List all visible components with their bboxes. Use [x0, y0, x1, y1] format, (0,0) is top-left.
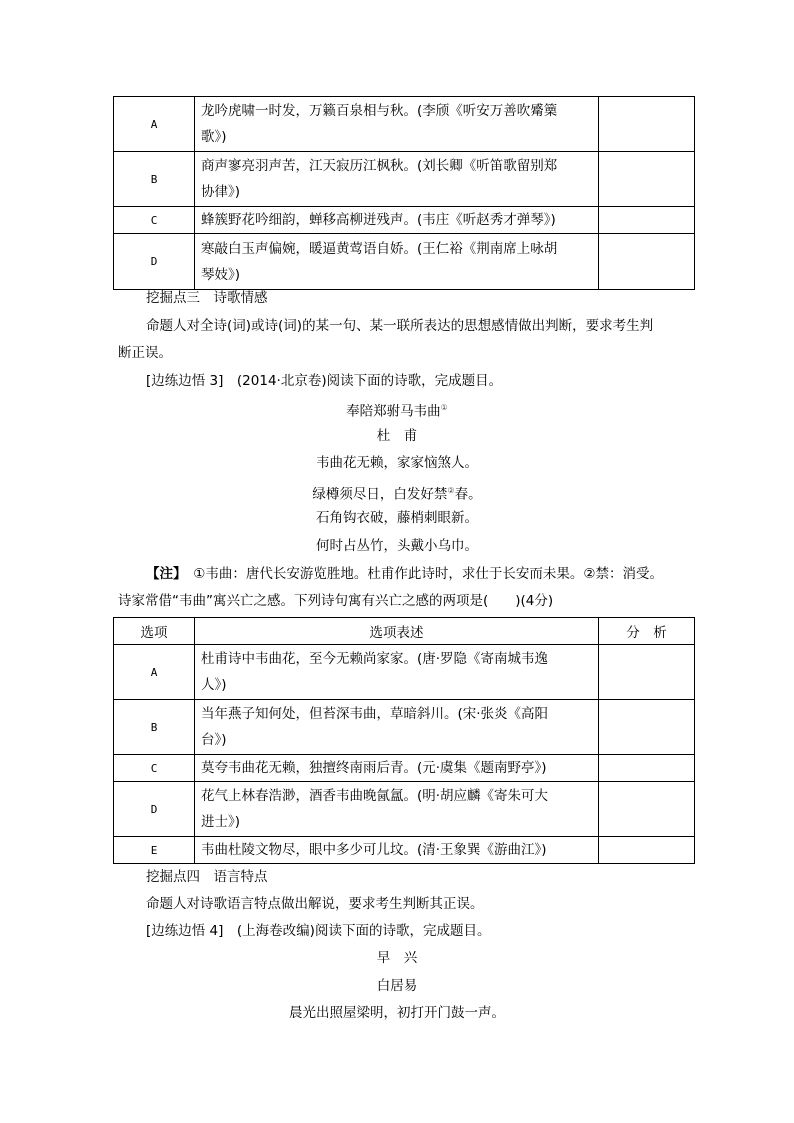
poem-line: 韦曲花无赖，家家恼煞人。 [316, 455, 478, 471]
analysis-cell [599, 837, 695, 864]
section-description-cont: 断正误。 [118, 345, 172, 361]
option-label: D [114, 782, 195, 837]
section-heading: 挖掘点四 语言特点 [146, 869, 268, 885]
column-header: 选项表述 [195, 618, 599, 645]
table-row [114, 97, 695, 152]
table-row [114, 234, 695, 290]
option-label: A [114, 645, 195, 700]
option-label: E [114, 837, 195, 864]
option-text: 商声寥亮羽声苦，江天寂历江枫秋。(刘长卿《听笛歌留别郑 协律》) [195, 152, 599, 207]
analysis-cell [599, 755, 695, 782]
poem-title: 奉陪郑驸马韦曲① [346, 403, 448, 420]
option-text: 韦曲杜陵文物尽，眼中多少可儿坟。(清·王象巽《游曲江》) [195, 837, 599, 864]
exercise-prompt: [边练边悟 3] (2014·北京卷)阅读下面的诗歌，完成题目。 [146, 373, 503, 389]
table-row [114, 152, 695, 207]
analysis-cell [599, 152, 695, 207]
table-row [114, 837, 695, 864]
note-label: 【注】 [146, 566, 180, 582]
table-row [114, 645, 695, 700]
poem-note: 【注】 ①韦曲：唐代长安游览胜地。杜甫作此诗时，求仕于长安而未果。②禁：消受。 [146, 566, 663, 582]
exercise-prompt: [边练边悟 4] (上海卷改编)阅读下面的诗歌，完成题目。 [146, 923, 491, 939]
table-row [114, 755, 695, 782]
analysis-cell [599, 97, 695, 152]
option-label: C [114, 755, 195, 782]
poem-author: 杜 甫 [376, 428, 418, 444]
table-row [114, 782, 695, 837]
question-stem: 诗家常借“韦曲”寓兴亡之感。下列诗句寓有兴亡之感的两项是( )(4分) [118, 593, 554, 609]
option-label: A [114, 97, 195, 152]
column-header: 选项 [114, 618, 195, 645]
option-text: 杜甫诗中韦曲花，至今无赖尚家家。(唐·罗隐《寄南城韦逸 人》) [195, 645, 599, 700]
option-label: B [114, 152, 195, 207]
column-header: 分 析 [599, 618, 695, 645]
option-text: 花气上林春浩渺，酒香韦曲晚氤氲。(明·胡应麟《寄朱可大 进士》) [195, 782, 599, 837]
option-label: C [114, 207, 195, 234]
poem-title: 早 兴 [376, 950, 418, 966]
option-label: B [114, 700, 195, 755]
section-description: 命题人对诗歌语言特点做出解说，要求考生判断其正误。 [146, 896, 484, 912]
analysis-cell [599, 207, 695, 234]
option-text: 蜂簇野花吟细韵，蝉移高柳迸残声。(韦庄《听赵秀才弹琴》) [195, 207, 599, 234]
table-row [114, 207, 695, 234]
footnote-marker: ② [447, 486, 455, 495]
option-text: 莫夸韦曲花无赖，独擅终南雨后青。(元·虞集《题南野亭》) [195, 755, 599, 782]
option-text: 龙吟虎啸一时发，万籁百泉相与秋。(李颀《听安万善吹觱篥 歌》) [195, 97, 599, 152]
option-text: 当年燕子知何处，但苔深韦曲，草暗斜川。(宋·张炎《高阳 台》) [195, 700, 599, 755]
table-header-row [114, 618, 695, 645]
poem-line: 晨光出照屋梁明，初打开门鼓一声。 [289, 1005, 505, 1021]
option-text: 寒敲白玉声偏婉，暖逼黄莺语自娇。(王仁裕《荆南席上咏胡 琴妓》) [195, 234, 599, 290]
poem-line: 何时占丛竹，头戴小乌巾。 [316, 538, 478, 554]
section-heading: 挖掘点三 诗歌情感 [146, 290, 268, 306]
poem-author: 白居易 [376, 978, 418, 994]
options-table-1 [113, 96, 695, 290]
poem-line: 绿樽须尽日，白发好禁②春。 [312, 486, 482, 503]
table-row [114, 700, 695, 755]
analysis-cell [599, 700, 695, 755]
option-label: D [114, 234, 195, 290]
analysis-cell [599, 782, 695, 837]
footnote-marker: ① [440, 403, 448, 412]
options-table-2 [113, 617, 695, 864]
analysis-cell [599, 645, 695, 700]
section-description: 命题人对全诗(词)或诗(词)的某一句、某一联所表达的思想感情做出判断，要求考生判 [146, 318, 654, 334]
analysis-cell [599, 234, 695, 290]
poem-line: 石角钩衣破，藤梢刺眼新。 [316, 510, 478, 526]
